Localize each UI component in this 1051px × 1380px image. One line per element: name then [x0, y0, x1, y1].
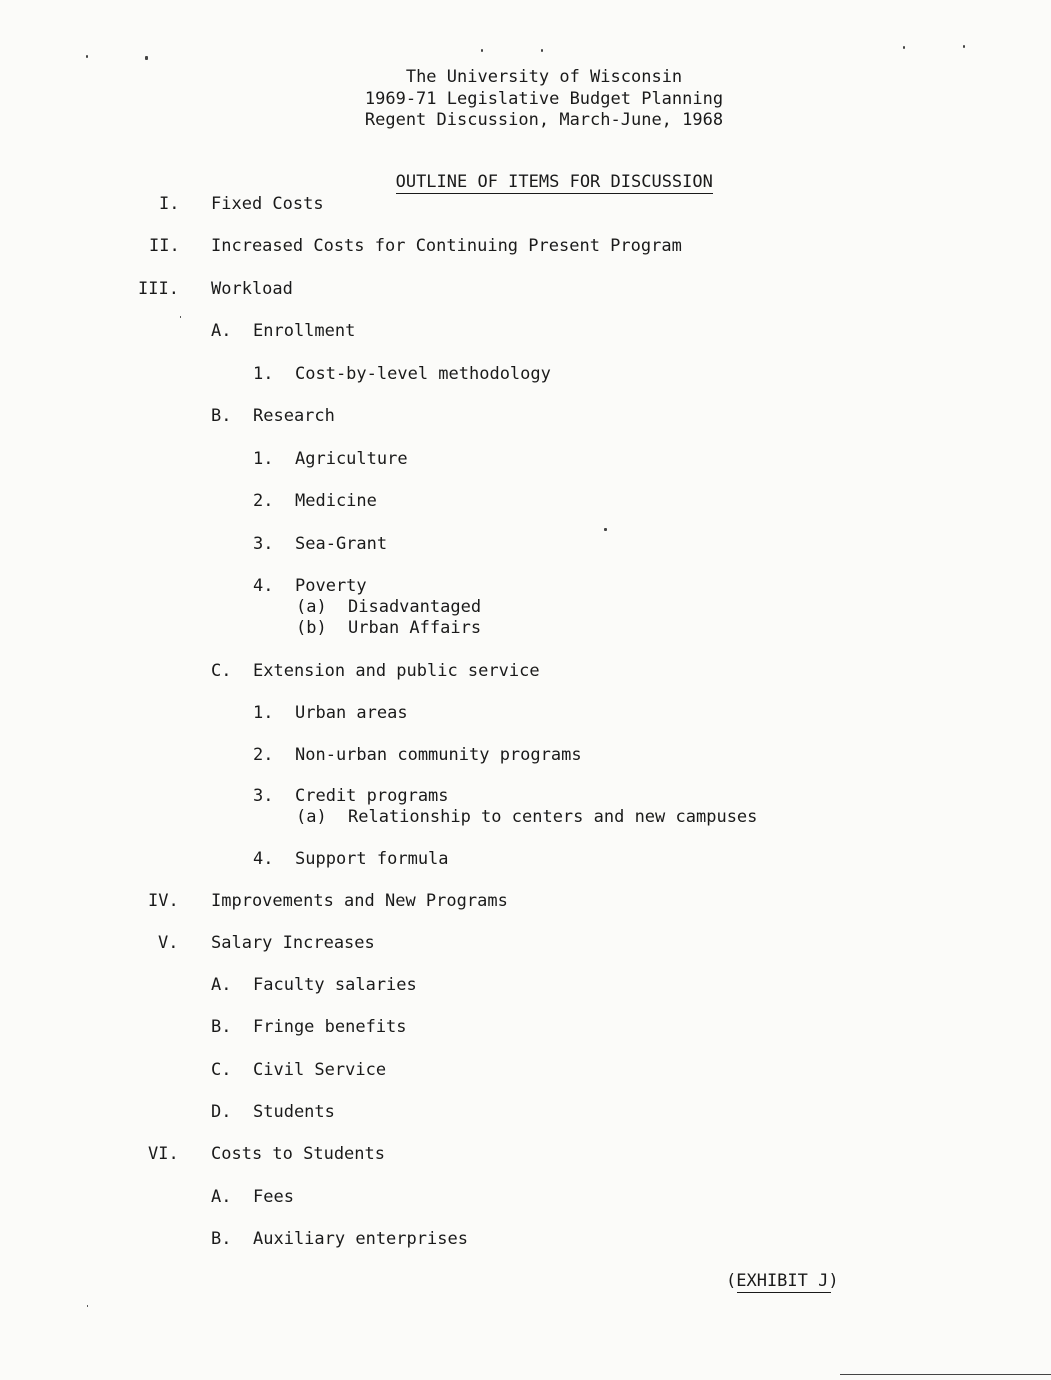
scan-speck — [180, 316, 181, 318]
outline-marker: 4. — [253, 849, 274, 869]
outline-marker: VI. — [148, 1144, 179, 1164]
outline-marker: (a) — [296, 807, 327, 827]
scan-speck — [963, 45, 965, 48]
outline-marker: I. — [159, 194, 180, 214]
outline-item-cost-by-level: Cost-by-level methodology — [295, 364, 551, 384]
outline-item-medicine: Medicine — [295, 491, 377, 511]
scan-speck — [604, 528, 607, 531]
outline-item-increased-costs: Increased Costs for Continuing Present Program — [211, 236, 682, 256]
outline-item-students: Students — [253, 1102, 335, 1122]
scan-speck — [87, 1305, 88, 1307]
scan-speck — [903, 46, 905, 49]
outline-marker: A. — [211, 321, 232, 341]
outline-item-non-urban: Non-urban community programs — [295, 745, 582, 765]
outline-marker: 1. — [253, 449, 274, 469]
outline-title-wrap — [244, 152, 844, 192]
outline-item-sea-grant: Sea-Grant — [295, 534, 388, 554]
outline-item-faculty-salaries: Faculty salaries — [253, 975, 417, 995]
scan-speck — [86, 55, 88, 58]
outline-marker: (a) — [296, 597, 327, 617]
outline-marker: II. — [149, 236, 180, 256]
outline-marker: B. — [211, 1017, 232, 1037]
exhibit-underline — [737, 1292, 831, 1293]
outline-item-extension: Extension and public service — [253, 661, 540, 681]
header-regent-discussion: Regent Discussion, March-June, 1968 — [364, 110, 724, 130]
outline-marker: 2. — [253, 745, 274, 765]
header-institution: The University of Wisconsin — [405, 67, 683, 87]
outline-item-credit-programs: Credit programs — [295, 786, 449, 806]
outline-marker: 1. — [253, 703, 274, 723]
outline-marker: D. — [211, 1102, 232, 1122]
outline-marker: B. — [211, 1229, 232, 1249]
outline-marker: V. — [158, 933, 179, 953]
outline-item-research: Research — [253, 406, 335, 426]
outline-item-fringe-benefits: Fringe benefits — [253, 1017, 407, 1037]
outline-item-costs-to-students: Costs to Students — [211, 1144, 385, 1164]
outline-marker: 3. — [253, 534, 274, 554]
outline-marker: A. — [211, 1187, 232, 1207]
outline-marker: C. — [211, 661, 232, 681]
outline-marker: (b) — [296, 618, 327, 638]
outline-marker: IV. — [148, 891, 179, 911]
outline-item-civil-service: Civil Service — [253, 1060, 387, 1080]
outline-item-poverty: Poverty — [295, 576, 367, 596]
exhibit-label: (EXHIBIT J) — [726, 1271, 839, 1291]
outline-item-urban-affairs: Urban Affairs — [348, 618, 482, 638]
outline-item-workload: Workload — [211, 279, 293, 299]
outline-item-disadvantaged: Disadvantaged — [348, 597, 482, 617]
outline-marker: 4. — [253, 576, 274, 596]
outline-item-support-formula: Support formula — [295, 849, 449, 869]
scan-speck — [541, 49, 543, 52]
outline-item-auxiliary: Auxiliary enterprises — [253, 1229, 468, 1249]
outline-item-improvements: Improvements and New Programs — [211, 891, 508, 911]
header-budget-planning: 1969-71 Legislative Budget Planning — [364, 89, 724, 109]
outline-item-relationship: Relationship to centers and new campuses — [348, 807, 758, 827]
outline-item-fees: Fees — [253, 1187, 294, 1207]
scan-speck — [481, 49, 483, 52]
outline-item-agriculture: Agriculture — [295, 449, 408, 469]
scan-speck — [145, 56, 148, 60]
outline-marker: 3. — [253, 786, 274, 806]
outline-item-urban-areas: Urban areas — [295, 703, 408, 723]
outline-marker: C. — [211, 1060, 232, 1080]
outline-item-enrollment: Enrollment — [253, 321, 356, 341]
outline-item-fixed-costs: Fixed Costs — [211, 194, 324, 214]
outline-title: OUTLINE OF ITEMS FOR DISCUSSION — [395, 172, 713, 192]
page-edge-rule — [840, 1374, 1051, 1375]
outline-marker: III. — [138, 279, 179, 299]
outline-item-salary-increases: Salary Increases — [211, 933, 375, 953]
outline-marker: 2. — [253, 491, 274, 511]
outline-marker: B. — [211, 406, 232, 426]
outline-marker: A. — [211, 975, 232, 995]
outline-marker: 1. — [253, 364, 274, 384]
